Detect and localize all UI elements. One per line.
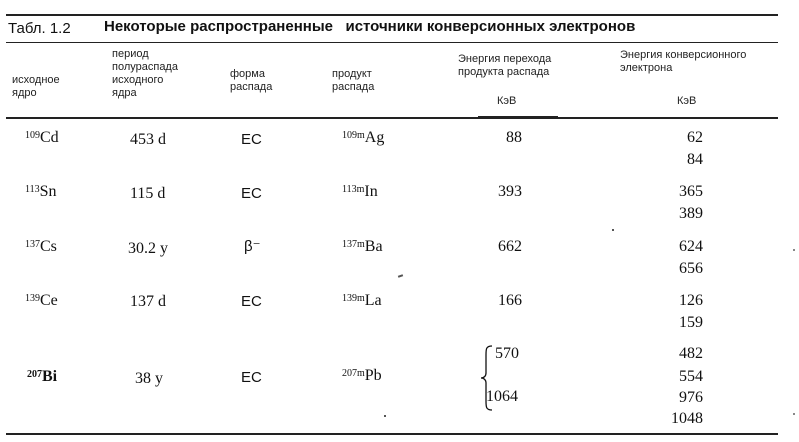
decay-mode-cell: EC (241, 185, 262, 202)
scan-speck (398, 274, 403, 278)
header-electron: Энергия конверсионного электрона (620, 49, 747, 74)
transition-energy: 88 (506, 129, 522, 146)
transition-energy: 570 (495, 345, 519, 362)
electron-energy: 482 (679, 345, 703, 362)
half-life-cell: 137 d (130, 293, 166, 310)
header-half-life: период полураспада исходного ядра (112, 48, 178, 99)
header-decay-mode: форма распада (230, 68, 273, 93)
electron-energy: 62 (687, 129, 703, 146)
product-cell: $^{109m}$Ag (342, 129, 385, 146)
scan-speck (384, 415, 386, 417)
half-life-cell: 115 d (130, 185, 166, 202)
header-electron-unit: КэВ (677, 95, 697, 107)
table-label: Табл. 1.2 (8, 20, 71, 37)
nucleus-cell: $^{137}$Cs (25, 238, 57, 255)
header-rule (6, 117, 778, 119)
scan-speck (793, 413, 795, 415)
electron-energy: 656 (679, 260, 703, 277)
transition-energy: 1064 (486, 388, 518, 405)
half-life-cell: 453 d (130, 131, 166, 148)
electron-energy: 554 (679, 368, 703, 385)
half-life-cell: 30.2 y (128, 240, 168, 257)
electron-energy: 365 (679, 183, 703, 200)
header-transition: Энергия перехода продукта распада (458, 53, 552, 78)
decay-mode-cell: EC (241, 131, 262, 148)
bottom-rule (6, 433, 778, 435)
nucleus-cell: $^{113}$Sn (25, 183, 57, 200)
scan-speck (793, 249, 795, 251)
header-product: продукт распада (332, 68, 375, 93)
scan-speck (612, 229, 614, 231)
electron-energy: 126 (679, 292, 703, 309)
transition-unit-underline (478, 116, 558, 118)
product-cell: $^{207m}$Pb (342, 367, 382, 384)
electron-energy: 389 (679, 205, 703, 222)
transition-energy: 662 (498, 238, 522, 255)
transition-energy: 166 (498, 292, 522, 309)
nucleus-cell: $^{207}$Bi (27, 368, 58, 385)
half-life-cell: 38 y (135, 370, 163, 387)
decay-mode-cell: EC (241, 293, 262, 310)
header-nucleus: исходное ядро (12, 74, 60, 99)
header-transition-unit: КэВ (497, 95, 517, 107)
electron-energy: 624 (679, 238, 703, 255)
product-cell: $^{137m}$Ba (342, 238, 383, 255)
electron-energy: 1048 (671, 410, 703, 427)
table-title: Некоторые распространенные источники конверсионных электронов (104, 18, 636, 35)
electron-energy: 84 (687, 151, 703, 168)
caption-rule (6, 42, 778, 43)
top-rule (6, 14, 778, 16)
product-cell: $^{113m}$In (342, 183, 378, 200)
product-cell: $^{139m}$La (342, 292, 382, 309)
nucleus-cell: $^{109}$Cd (25, 129, 59, 146)
decay-mode-cell: β⁻ (244, 238, 261, 255)
decay-mode-cell: EC (241, 369, 262, 386)
transition-energy: 393 (498, 183, 522, 200)
electron-energy: 159 (679, 314, 703, 331)
nucleus-cell: $^{139}$Ce (25, 292, 58, 309)
electron-energy: 976 (679, 389, 703, 406)
